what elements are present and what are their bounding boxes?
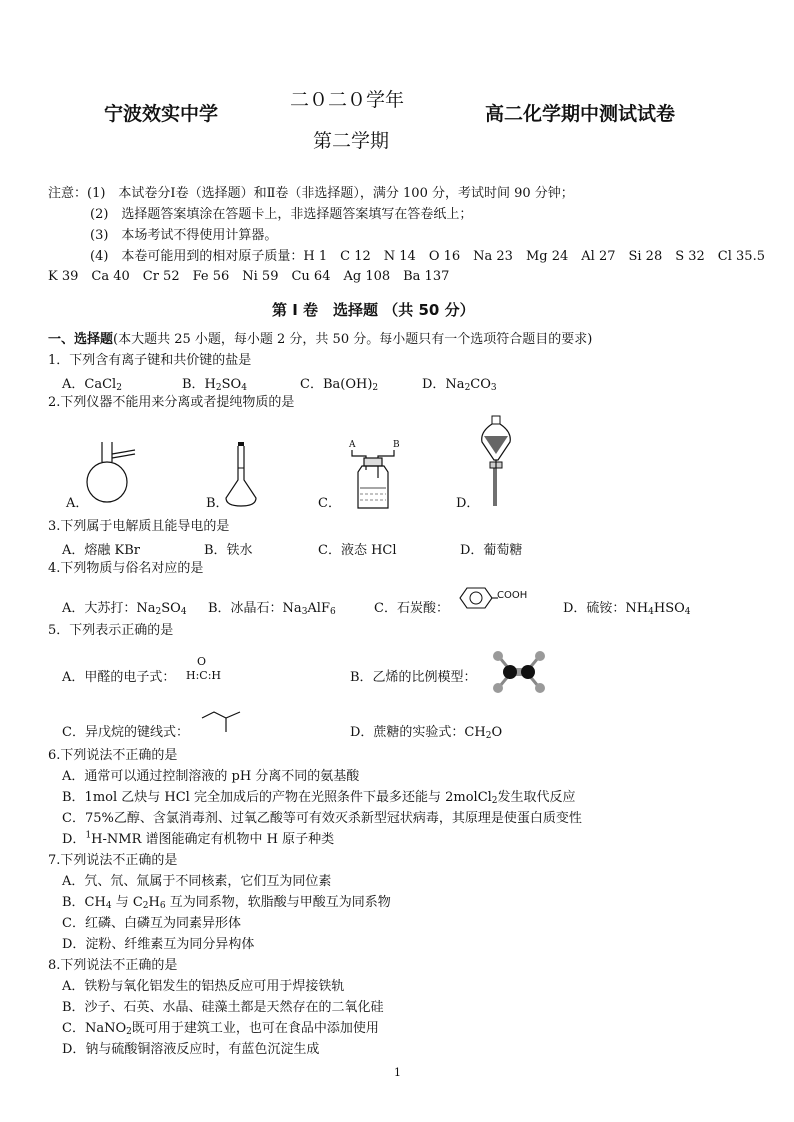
school-name: 宁波效实中学: [104, 103, 219, 125]
section-intro: 一、选择题(本大题共 25 小题，每小题 2 分，共 50 分。每小题只有一个选项符合题目的要求): [48, 332, 593, 347]
q8-option-c: C．NaNO$_2$既可用于建筑工业，也可在食品中添加使用: [62, 1021, 379, 1037]
ethylene-model-icon: [488, 650, 550, 694]
q3-option-b: B．铁水: [204, 543, 253, 558]
q3-stem: 3.下列属于电解质且能导电的是: [48, 519, 230, 534]
q2-label-a: A: [349, 440, 356, 450]
note-2: (2) 选择题答案填涂在答题卡上，非选择题答案填写在答卷纸上；: [90, 207, 473, 222]
q6-option-a: A．通常可以通过控制溶液的 pH 分离不同的氨基酸: [62, 769, 360, 784]
q8-option-d: D．钠与硫酸铜溶液反应时，有蓝色沉淀生成: [62, 1042, 320, 1057]
q4-option-a: A．大苏打：$Na_2SO_4$: [62, 601, 187, 617]
q5-option-c: C．异戊烷的键线式：: [62, 725, 189, 740]
q6-stem: 6.下列说法不正确的是: [48, 748, 178, 763]
note-3: (3) 本场考试不得使用计算器。: [90, 228, 278, 243]
separatory-funnel-icon: [478, 414, 514, 508]
section-title: 第 Ⅰ 卷 选择题 （共 50 分）: [272, 301, 475, 319]
q5-option-b: B．乙烯的比例模型：: [350, 670, 477, 685]
q1-option-c: C．$Ba(OH)_2$: [300, 377, 379, 393]
q6-option-d: D．$^1$H-NMR 谱图能确定有机物中 H 原子种类: [62, 830, 335, 847]
q1-option-d: D．$Na_2CO_3$: [422, 377, 497, 393]
school-term: 第二学期: [313, 130, 390, 152]
q5-stem: 5．下列表示正确的是: [48, 623, 174, 638]
q1-stem: 1．下列含有离子键和共价键的盐是: [48, 353, 252, 368]
q7-option-d: D．淀粉、纤维素互为同分异构体: [62, 937, 255, 952]
isopentane-skeletal-icon: [200, 708, 246, 734]
q4-stem: 4.下列物质与俗名对应的是: [48, 561, 204, 576]
q7-option-b: B．$CH_4$ 与 $C_2H_6$ 互为同系物，软脂酸与甲酸互为同系物: [62, 895, 391, 911]
q2-label-b: B: [393, 440, 400, 450]
q4-option-c: C．石炭酸：: [374, 601, 449, 616]
q8-option-a: A．铁粉与氧化铝发生的铝热反应可用于焊接铁轨: [62, 979, 345, 994]
q7-option-c: C．红磷、白磷互为同素异形体: [62, 916, 241, 931]
volumetric-flask-icon: [222, 440, 262, 510]
q2-stem: 2.下列仪器不能用来分离或者提纯物质的是: [48, 395, 295, 410]
q5-formula: H:C:H: [186, 669, 222, 682]
q3-option-d: D．葡萄糖: [460, 543, 523, 558]
q6-option-c: C．75%乙醇、含氯消毒剂、过氧乙酸等可有效灭杀新型冠状病毒，其原理是使蛋白质变性: [62, 811, 582, 826]
q4-option-b: B．冰晶石：$Na_3AlF_6$: [208, 601, 336, 617]
q2-option-c: C．: [318, 496, 341, 511]
q5-formula-o: O: [197, 655, 207, 668]
gas-washing-bottle-icon: [348, 448, 398, 510]
distillation-flask-icon: [80, 440, 150, 510]
q4-cooh-label: COOH: [497, 590, 528, 601]
q5-option-a: A．甲醛的电子式：: [62, 670, 176, 685]
q1-option-b: B．$H_2SO_4$: [182, 377, 247, 393]
benzene-ring-icon: [458, 586, 494, 610]
q2-option-a: A．: [66, 496, 89, 511]
q2-option-b: B．: [206, 496, 229, 511]
q3-option-a: A．熔融 KBr: [62, 543, 141, 558]
note-4: (4) 本卷可能用到的相对原子质量：H 1 C 12 N 14 O 16 Na 23 Mg 24 Al 27 Si 28 S 32 Cl 35.5: [90, 249, 765, 264]
note-1: (1) 本试卷分Ⅰ卷（选择题）和Ⅱ卷（非选择题），满分 100 分，考试时间 90 分钟；: [87, 186, 574, 201]
q7-stem: 7.下列说法不正确的是: [48, 853, 178, 868]
q1-option-a: A．CaCl$_2$: [62, 377, 122, 393]
school-year: 二０二０学年: [290, 89, 405, 111]
page-number: 1: [394, 1066, 401, 1079]
q5-option-d: D．蔗糖的实验式：$CH_2O$: [350, 725, 503, 741]
q2-option-d: D．: [456, 496, 480, 511]
q7-option-a: A．氕、氘、氚属于不同核素，它们互为同位素: [62, 874, 332, 889]
q8-stem: 8.下列说法不正确的是: [48, 958, 178, 973]
notes-label: 注意：(1) 本试卷分Ⅰ卷（选择题）和Ⅱ卷（非选择题），满分 100 分，考试时间 90 分钟；: [48, 186, 574, 201]
q6-option-b: B．1mol 乙炔与 HCl 完全加成后的产物在光照条件下最多还能与 2molCl$_2$发生取代反应: [62, 790, 576, 806]
note-4-continued: K 39 Ca 40 Cr 52 Fe 56 Ni 59 Cu 64 Ag 108 Ba 137: [48, 269, 450, 284]
q8-option-b: B．沙子、石英、水晶、硅藻土都是天然存在的二氧化硅: [62, 1000, 384, 1015]
q3-option-c: C．液态 HCl: [318, 543, 397, 558]
exam-title: 高二化学期中测试试卷: [485, 103, 676, 125]
q4-option-d: D．硫铵：$NH_4HSO_4$: [563, 601, 691, 617]
